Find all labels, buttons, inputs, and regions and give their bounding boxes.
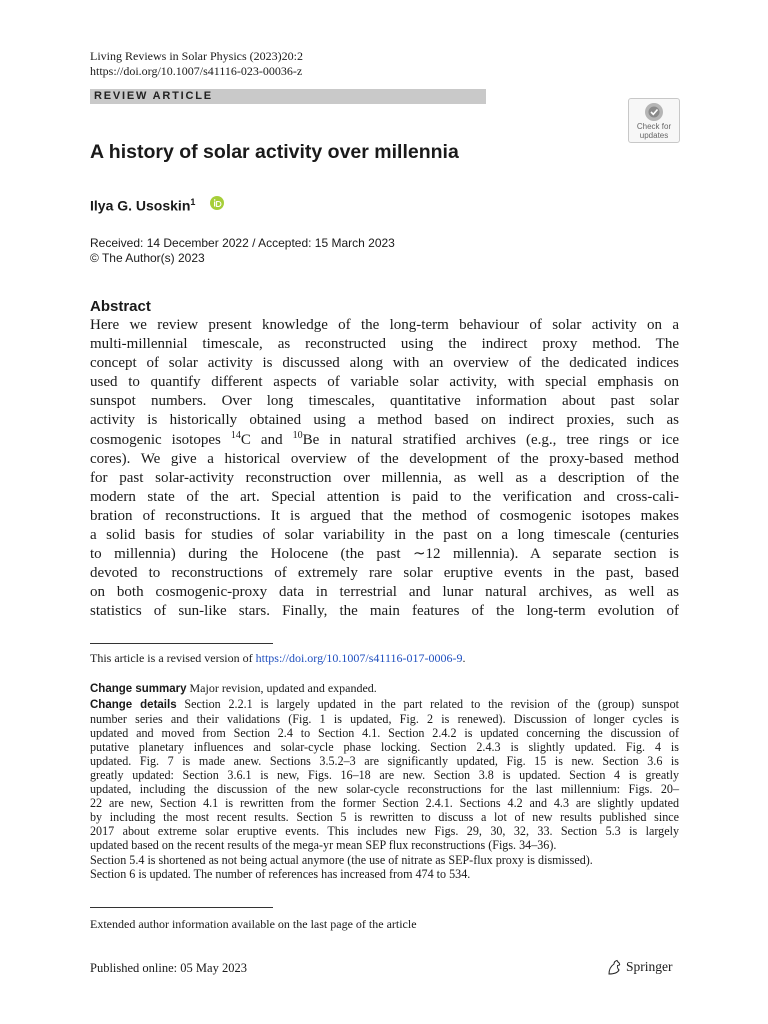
abstract-text: a solid basis for studies of solar variability in the past on a long timescale (centuries — [90, 527, 679, 544]
author-name: Ilya G. Usoskin — [90, 197, 191, 214]
springer-horse-icon — [606, 959, 623, 976]
abstract-text: devoted to reconstructions of extremely rare solar eruptive events in the past, based — [90, 565, 679, 582]
change-summary-label: Change summary — [90, 683, 187, 695]
abstract-line — [90, 392, 679, 411]
abstract-line — [90, 488, 679, 507]
abstract-text: modern state of the art. Special attention is paid to the verification and cross-cali- — [90, 488, 679, 505]
abstract-line — [90, 316, 679, 335]
abstract-body — [90, 316, 679, 622]
abstract-line — [90, 602, 679, 621]
abstract-text: activity is historically obtained using a method based on indirect proxies, such as — [90, 412, 679, 429]
check-updates-line1: Check for — [636, 122, 672, 131]
change-details-first-text: Section 2.2.1 is largely updated in the part related to the revision of the (group) sunspot — [176, 697, 679, 711]
journal-header — [90, 49, 303, 79]
change-details-line: 22 are new, Section 4.1 is rewritten from the former Section 2.4.1. Sections 4.2 and 4.3 are slightly updated — [90, 796, 679, 811]
abstract-text: Be in natural stratified archives (e.g., tree rings or ice — [302, 431, 679, 448]
change-details — [90, 697, 679, 881]
abstract-text: statistics of sun-like stars. Finally, the main features of the long-term evolution of — [90, 603, 679, 620]
abstract-text: for past solar-activity reconstruction over millennia, as well as a description of the — [90, 469, 679, 486]
article-type-band — [90, 89, 486, 104]
abstract-text: Here we review present knowledge of the long-term behaviour of solar activity on a — [90, 317, 679, 333]
orcid-icon[interactable] — [210, 196, 224, 210]
abstract-line — [90, 583, 679, 602]
change-details-line: number series and their validations (Fig. 1 is updated, Fig. 2 is renewed). Discussion of longer cycles is — [90, 712, 679, 727]
affiliation-mark: 1 — [190, 197, 196, 207]
change-details-line: greatly updated: Section 3.6.1 is new, Figs. 16–18 are new. Section 3.8 is updated. Section 4 is greatly — [90, 768, 679, 783]
footnote-divider — [90, 643, 273, 644]
abstract-text: to millennia) during the Holocene (the past ∼12 millennia). A separate section is — [90, 546, 679, 563]
change-details-line: Section 6 is updated. The number of references has increased from 474 to 534. — [90, 866, 471, 881]
abstract-text: C and — [240, 431, 293, 448]
abstract-line — [90, 545, 679, 564]
dates-block — [90, 236, 395, 266]
abstract-line — [90, 431, 679, 450]
copyright-line: © The Author(s) 2023 — [90, 251, 205, 265]
article-title: A history of solar activity over millennia — [90, 141, 459, 163]
abstract-line — [90, 526, 679, 545]
author-info-divider — [90, 907, 273, 908]
author-line — [90, 193, 195, 215]
journal-citation: Living Reviews in Solar Physics (2023)20:2 — [90, 49, 303, 63]
change-details-line: 2017 about extreme solar eruptive events. This includes new Figs. 29, 30, 32, 33. Section 5.3 is largely — [90, 824, 679, 839]
abstract-line — [90, 469, 679, 488]
check-for-updates-badge[interactable] — [628, 98, 680, 143]
abstract-line — [90, 564, 679, 583]
article-doi-link[interactable]: https://doi.org/10.1007/s41116-023-00036-z — [90, 64, 303, 78]
isotope-mass-number: 14 — [230, 429, 241, 441]
received-accepted: Received: 14 December 2022 / Accepted: 15 March 2023 — [90, 236, 395, 250]
publisher-name: Springer — [626, 959, 673, 974]
abstract-text: multi-millennial timescale, as reconstructed using the indirect proxy method. The — [90, 336, 679, 353]
extended-author-info: Extended author information available on the last page of the article — [90, 917, 417, 931]
revised-note-suffix: . — [462, 651, 466, 665]
revised-note-prefix: This article is a revised version of — [90, 651, 256, 665]
abstract-text: on both cosmogenic-proxy data in terrestrial and lunar natural archives, as well as — [90, 584, 679, 601]
change-details-label: Change details — [90, 699, 177, 711]
change-details-line: updated, including the discussion of the new solar-cycle reconstructions for the last millennium: Figs. 20– — [90, 782, 679, 797]
abstract-line — [90, 373, 679, 392]
change-summary-text: Major revision, updated and expanded. — [186, 681, 377, 695]
check-updates-line2: updates — [639, 131, 669, 140]
check-updates-icon — [644, 102, 664, 122]
change-details-line: putative planetary influences and solar-cycle phase locking. Section 2.4.3 is slightly updated. Fig. 4 is — [90, 740, 679, 755]
abstract-text: sunspot numbers. Over long timescales, quantitative information about past solar — [90, 393, 679, 410]
change-details-line: Section 5.4 is shortened as not being actual anymore (the use of nitrate as SEP-flux proxy is dismissed). — [90, 852, 593, 867]
abstract-text: used to quantify different aspects of variable solar activity, with special emphasis on — [90, 374, 679, 391]
abstract-text: bration of reconstructions. It is argued that the method of cosmogenic isotopes makes — [90, 507, 679, 524]
abstract-line — [90, 450, 679, 469]
abstract-heading: Abstract — [90, 298, 151, 315]
article-type-label: REVIEW ARTICLE — [94, 90, 213, 102]
abstract-line — [90, 507, 679, 526]
previous-version-doi-link[interactable]: https://doi.org/10.1007/s41116-017-0006-9 — [255, 651, 463, 665]
abstract-line — [90, 411, 679, 430]
change-details-first-line — [90, 697, 679, 712]
abstract-line — [90, 354, 679, 373]
publisher-logo — [606, 958, 673, 976]
abstract-text: cosmogenic isotopes — [90, 431, 231, 448]
abstract-line — [90, 335, 679, 354]
change-summary — [90, 681, 377, 697]
isotope-mass-number: 10 — [292, 429, 303, 441]
change-details-line: by including the most recent results. Section 5 is rewritten to discuss a lot of new results published since — [90, 810, 679, 825]
change-details-line: updated and moved from Section 2.4 to Section 4.1. Section 2.4.2 is updated concerning the discussion of — [90, 726, 679, 741]
published-online: Published online: 05 May 2023 — [90, 961, 247, 975]
change-details-line: updated based on the recent results of the mega-yr mean SEP flux reconstructions (Figs. 34–36). — [90, 838, 557, 853]
change-details-line: updated. Fig. 7 is made anew. Sections 3.5.2–3 are significantly updated, Fig. 15 is new. Section 3.6 is — [90, 754, 679, 769]
abstract-text: concept of solar activity is discussed along with an overview of the dedicated indices — [90, 355, 679, 372]
abstract-text: cores). We give a historical overview of the development of the proxy-based method — [90, 450, 679, 467]
revised-version-note — [90, 651, 466, 666]
